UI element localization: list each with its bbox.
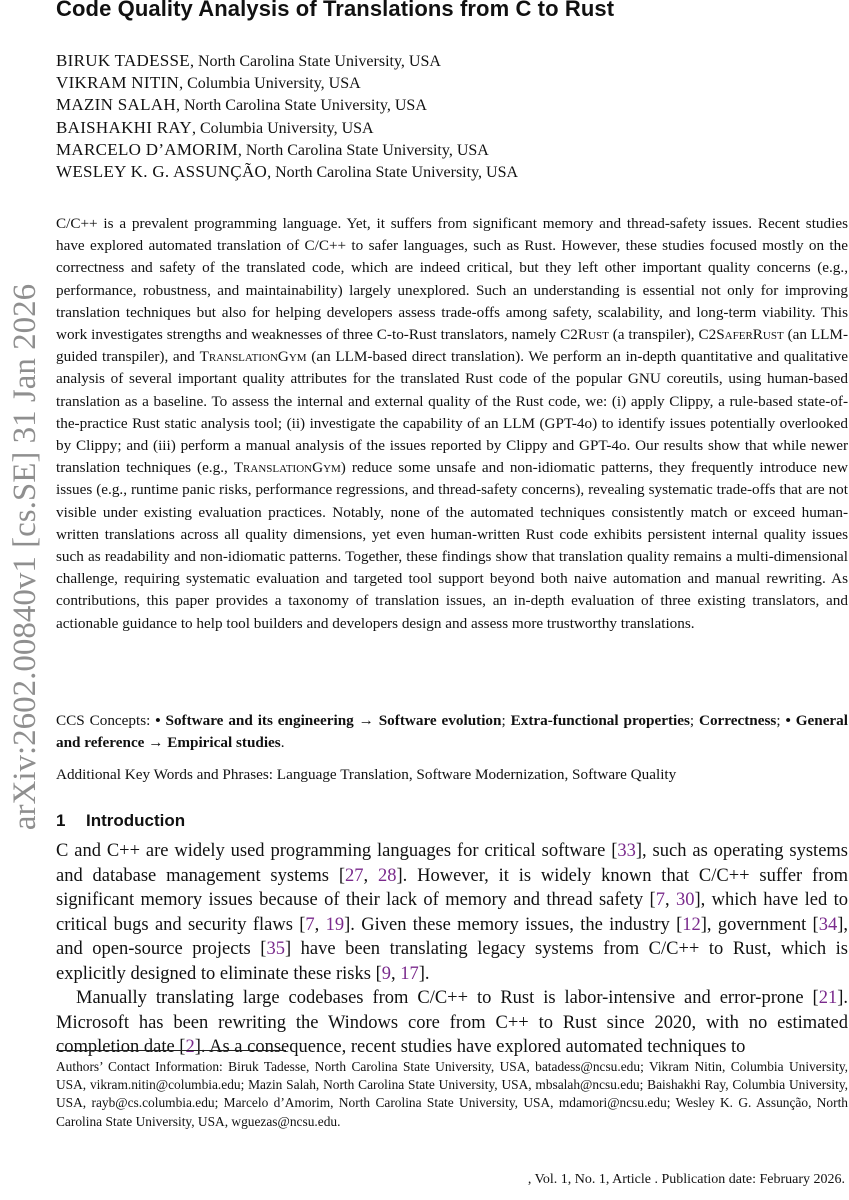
intro-text: C and C++ are widely used programming languages for critical software [ <box>56 841 618 861</box>
author-name: WESLEY K. G. ASSUNÇÃO <box>56 161 268 181</box>
citation-link[interactable]: 34 <box>818 914 838 935</box>
tool-name-translationgym: TranslationGym <box>233 459 341 477</box>
abstract-text: (an LLM-based direct translation). We perform an in-depth quantitative and qualitative analysis of several important quality attributes for the translated Rust code of the popular GNU coreutils, using human-based translation as a baseline. To assess the internal and external quality of the Rust code, we: (i) apply Clippy, a rule-based state-of-the-practice Rust static analysis tool; (ii) investigate the capability of an LLM (GPT-4o) to identify issues potentially overlooked by Clippy; and (iii) perform a manual analysis of the issues reported by Clippy and GPT-4o. Our results show that while newer translation techniques (e.g., <box>56 348 849 477</box>
abstract-text: C/C++ is a prevalent programming language. Yet, it suffers from significant memory and thread-safety issues. Recent studies have explored automated translation of C/C++ to safer languages, such as Rust. However, these studies focused mostly on the correctness and safety of the translated code, which are indeed critical, but they left other important quality concerns (e.g., performance, robustness, and maintainability) largely unexplored. Such an understanding is essential not only for improving translation techniques but also for helping developers assess trade-offs among safety, scalability, and long-term viability. This work investigates strengths and weaknesses of three C-to-Rust translators, namely <box>56 215 848 344</box>
tool-name-c2rust: C2Rust <box>560 326 609 344</box>
citation-link[interactable]: 9 <box>381 963 391 984</box>
intro-text: ], which have led to critical bugs and security flaws [ <box>56 890 848 935</box>
author-affiliation: , North Carolina State University, USA <box>175 97 427 115</box>
citation-link[interactable]: 21 <box>818 988 838 1008</box>
intro-text: Manually translating large codebases from C/C++ to Rust is labor-intensive and error-prone [ <box>76 988 819 1008</box>
author-affiliation: , Columbia University, USA <box>179 75 361 93</box>
author-name: VIKRAM NITIN <box>56 73 180 93</box>
ccs-bullet: • <box>785 712 796 729</box>
tool-name-translationgym: TranslationGym <box>199 348 307 366</box>
ccs-term: Empirical studies <box>167 734 281 751</box>
author-entry <box>56 161 518 183</box>
intro-text: ]. Given these memory issues, the industry [ <box>344 914 683 935</box>
ccs-arrow: → <box>144 734 168 751</box>
intro-text: ]. <box>418 963 430 984</box>
author-name: BAISHAKHI RAY <box>56 117 192 137</box>
ccs-bullet: • <box>155 712 166 729</box>
author-list <box>56 50 518 183</box>
ccs-separator: ; <box>501 712 511 729</box>
section-title: Introduction <box>86 811 186 830</box>
author-affiliation: , North Carolina State University, USA <box>190 53 441 70</box>
citation-link[interactable]: 2 <box>185 1037 195 1057</box>
intro-paragraph <box>56 839 848 986</box>
author-name: MARCELO D’AMORIM <box>56 139 238 159</box>
abstract-text: (a transpiler), <box>608 326 699 344</box>
section-heading <box>56 810 185 832</box>
citation-link[interactable]: 17 <box>400 963 419 984</box>
abstract-text: (an LLM-guided transpiler), and <box>56 326 848 366</box>
footnote-rule <box>56 1050 286 1051</box>
intro-text: ], and open-source projects [ <box>56 914 849 959</box>
paper-title: Code Quality Analysis of Translations from C to Rust <box>56 0 615 21</box>
intro-text: ], government [ <box>700 914 819 935</box>
ccs-separator: . <box>280 734 285 751</box>
publication-footer: , Vol. 1, No. 1, Article . Publication date: February 2026. <box>527 1172 845 1187</box>
author-name: MAZIN SALAH <box>56 95 176 115</box>
intro-paragraph <box>56 986 848 1060</box>
citation-link[interactable]: 7 <box>655 890 665 910</box>
author-name: BIRUK TADESSE <box>56 51 190 70</box>
citation-link[interactable]: 28 <box>377 865 397 886</box>
citation-link[interactable]: 19 <box>325 914 345 935</box>
author-entry <box>56 117 518 139</box>
tool-name-c2saferrust: C2SaferRust <box>698 326 784 344</box>
intro-text: , <box>363 865 378 886</box>
author-entry <box>56 50 518 72</box>
citation-link[interactable]: 7 <box>305 914 315 935</box>
ccs-term: Correctness <box>699 712 777 729</box>
intro-text: , <box>664 890 676 910</box>
author-affiliation: , North Carolina State University, USA <box>237 141 489 159</box>
ccs-term: Software evolution <box>378 712 502 729</box>
section-number: 1 <box>56 811 66 830</box>
intro-text: ]. Microsoft has been rewriting the Windows core from C++ to Rust since 2020, with no estimated completion date [ <box>56 988 848 1057</box>
keywords: Additional Key Words and Phrases: Language Translation, Software Modernization, Software Quality <box>56 766 677 783</box>
intro-text: ]. As a consequence, recent studies have explored automated techniques to <box>194 1037 746 1057</box>
ccs-term: General and reference <box>56 712 848 751</box>
author-affiliation: , Columbia University, USA <box>191 119 374 137</box>
author-entry <box>56 139 518 161</box>
author-entry <box>56 94 518 116</box>
author-affiliation: , North Carolina State University, USA <box>267 163 519 181</box>
intro-text: , <box>314 914 326 935</box>
intro-text: ] have been translating legacy systems from C/C++ to Rust, which is explicitly designed to eliminate these risks [ <box>56 939 848 984</box>
citation-link[interactable]: 12 <box>682 914 701 935</box>
intro-text: ]. However, it is widely known that C/C++ suffer from significant memory issues because of their lack of memory and thread safety [ <box>56 865 849 910</box>
intro-text: , <box>390 963 401 984</box>
citation-link[interactable]: 27 <box>345 865 364 886</box>
citation-link[interactable]: 33 <box>617 841 636 861</box>
ccs-term: Extra-functional properties <box>510 712 690 729</box>
abstract <box>56 213 848 635</box>
arxiv-watermark: arXiv:2602.00840v1 [cs.SE] 31 Jan 2026 <box>7 283 43 831</box>
ccs-concepts <box>56 710 848 754</box>
abstract-text: ) reduce some unsafe and non-idiomatic patterns, they frequently introduce new issues (e.g., runtime panic risks, performance regressions, and thread-safety concerns), revealing systematic trade-offs that are not visible under existing evaluation practices. Notably, none of the automated techniques consistently match or exceed human-written translations across all quality dimensions, yet even human-written Rust code exhibits persistent internal quality issues such as readability and non-idiomatic patterns. Together, these findings show that translation quality remains a multi-dimensional challenge, requiring systematic evaluation and targeted tool support beyond both naive automation and manual rewriting. As contributions, this paper provides a taxonomy of translation issues, an in-depth evaluation of three existing translators, and actionable guidance to help tool builders and developers design and assess more trustworthy translations. <box>56 459 848 632</box>
citation-link[interactable]: 30 <box>676 890 695 910</box>
ccs-label: CCS Concepts: <box>56 712 156 729</box>
ccs-separator: ; <box>689 712 699 729</box>
intro-text: ], such as operating systems and database management systems [ <box>56 841 849 886</box>
citation-link[interactable]: 35 <box>266 939 285 959</box>
ccs-separator: ; <box>776 712 786 729</box>
author-entry <box>56 72 518 94</box>
author-contact-info: Authors’ Contact Information: Biruk Tadesse, North Carolina State University, USA, batadess@ncsu.edu; Vikram Nitin, Columbia University, USA, vikram.nitin@columbia.edu; Mazin Salah, North Carolina State University, USA, mbsalah@ncsu.edu; Baishakhi Ray, Columbia University, USA, rayb@cs.columbia.edu; Marcelo d’Amorim, North Carolina State University, USA, mdamori@ncsu.edu; Wesley K. G. Assunção, North Carolina State University, USA, wguezas@ncsu.edu. <box>56 1059 848 1129</box>
ccs-term: Software and its engineering <box>165 712 354 729</box>
ccs-arrow: → <box>353 712 379 729</box>
